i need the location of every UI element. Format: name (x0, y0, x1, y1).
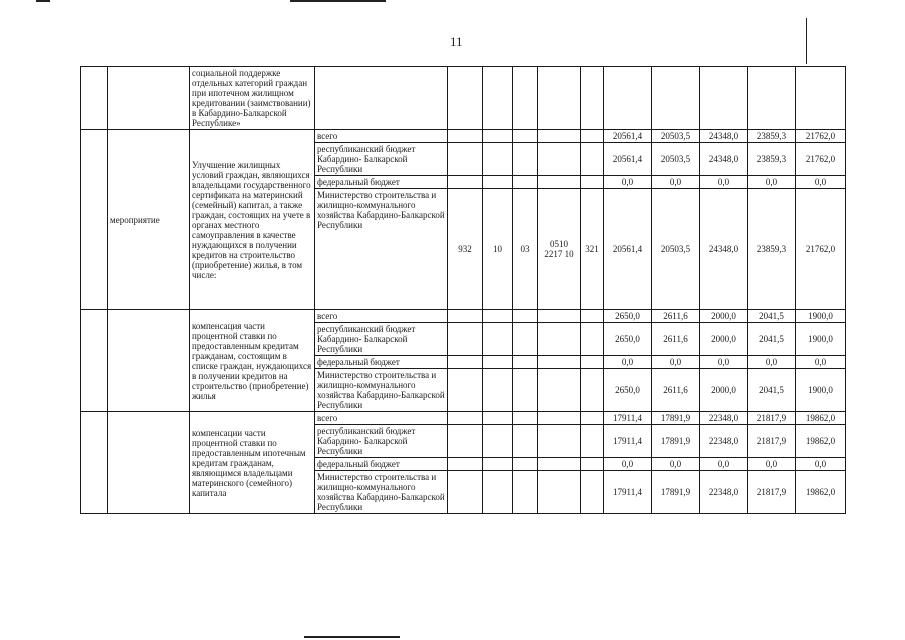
value-cell: 21817,9 (748, 425, 796, 458)
table-row (81, 412, 846, 425)
table-cell (448, 471, 483, 514)
table-cell (81, 67, 108, 130)
table-cell (448, 310, 483, 323)
page-number: 11 (450, 34, 463, 49)
value-cell: 0,0 (748, 458, 796, 471)
table-cell (81, 130, 108, 310)
value-cell: 2000,0 (700, 323, 748, 356)
value-cell: 19862,0 (796, 471, 846, 514)
description-cell: социальной поддержке отдельных категорий граждан при ипотечном жилищном кредитовании (заимствовании) в Кабардино-Балкарской Республике» (190, 67, 315, 130)
value-cell: 17891,9 (652, 471, 700, 514)
table-cell (538, 369, 581, 412)
table-cell (581, 323, 604, 356)
value-cell: 0,0 (796, 458, 846, 471)
value-cell: 22348,0 (700, 425, 748, 458)
value-cell: 20503,5 (652, 143, 700, 176)
table-cell (538, 471, 581, 514)
value-cell: 2611,6 (652, 369, 700, 412)
table-cell (513, 310, 538, 323)
value-cell: 2611,6 (652, 310, 700, 323)
value-cell: 0,0 (748, 356, 796, 369)
value-cell: 24348,0 (700, 189, 748, 310)
source-cell: республиканский бюджет Кабардино- Балкарской Республики (315, 143, 448, 176)
value-cell: 0,0 (652, 356, 700, 369)
value-cell: 21762,0 (796, 130, 846, 143)
table-cell (581, 425, 604, 458)
scan-artifact-right-margin (806, 18, 807, 64)
description-cell: компенсация части процентной ставки по предоставленным кредитам гражданам, состоящим в списке граждан, нуждающихся в получении кредитов на строительство (приобретение) жилья (190, 310, 315, 412)
table-cell (483, 458, 513, 471)
value-cell: 17911,4 (604, 412, 652, 425)
table-cell (483, 425, 513, 458)
description-cell: компенсации части процентной ставки по предоставленным ипотечным кредитам гражданам, являющимся владельцами материнского (семейного) капитала (190, 412, 315, 514)
value-cell: 0,0 (604, 458, 652, 471)
value-cell: 0,0 (700, 458, 748, 471)
table-cell (448, 130, 483, 143)
table-cell (581, 130, 604, 143)
value-cell: 2041,5 (748, 310, 796, 323)
value-cell: 2650,0 (604, 323, 652, 356)
table-cell (448, 412, 483, 425)
source-cell: Министерство строительства и жилищно-коммунального хозяйства Кабардино-Балкарской Республики (315, 369, 448, 412)
table-cell (513, 176, 538, 189)
table-cell (483, 412, 513, 425)
value-cell: 0,0 (700, 356, 748, 369)
value-cell: 24348,0 (700, 143, 748, 176)
source-cell: Министерство строительства и жилищно-коммунального хозяйства Кабардино-Балкарской Республики (315, 189, 448, 310)
table-cell (748, 67, 796, 130)
value-cell: 0,0 (748, 176, 796, 189)
table-cell (513, 369, 538, 412)
scan-artifact-top-left (36, 0, 50, 2)
table-cell (483, 356, 513, 369)
table-cell (315, 67, 448, 130)
table-cell (581, 471, 604, 514)
value-cell: 19862,0 (796, 412, 846, 425)
table-cell (604, 67, 652, 130)
table-cell (513, 323, 538, 356)
value-cell: 23859,3 (748, 130, 796, 143)
code-cell: 03 (513, 189, 538, 310)
value-cell: 0,0 (652, 458, 700, 471)
table-cell (538, 143, 581, 176)
table-cell (513, 67, 538, 130)
table-cell (538, 323, 581, 356)
source-cell: республиканский бюджет Кабардино- Балкарской Республики (315, 323, 448, 356)
table-cell (483, 176, 513, 189)
table-cell (581, 143, 604, 176)
table-cell (108, 67, 190, 130)
value-cell: 17891,9 (652, 412, 700, 425)
table-cell (483, 310, 513, 323)
table-cell (483, 143, 513, 176)
table-cell (448, 67, 483, 130)
description-cell: Улучшение жилищных условий граждан, являющихся владельцами государственного сертификата на материнский (семейный) капитал, а также граждан, состоящих на учете в органах местного самоуправления в качестве нуждающихся в получении кредитов на строительство (приобретение) жилья, в том числе: (190, 130, 315, 310)
value-cell: 22348,0 (700, 412, 748, 425)
table-cell (483, 130, 513, 143)
table-cell (448, 458, 483, 471)
table-cell (483, 67, 513, 130)
table-row (81, 310, 846, 323)
code-cell: 932 (448, 189, 483, 310)
table-cell (448, 356, 483, 369)
value-cell: 20561,4 (604, 143, 652, 176)
code-cell: 10 (483, 189, 513, 310)
table-cell (700, 67, 748, 130)
value-cell: 23859,3 (748, 143, 796, 176)
source-cell: Министерство строительства и жилищно-коммунального хозяйства Кабардино-Балкарской Республики (315, 471, 448, 514)
scan-artifact-top-center (290, 0, 386, 2)
table-cell (538, 67, 581, 130)
value-cell: 1900,0 (796, 323, 846, 356)
table-cell (448, 176, 483, 189)
value-cell: 1900,0 (796, 310, 846, 323)
table-cell (581, 67, 604, 130)
scan-artifact-bottom (304, 636, 400, 638)
source-cell: федеральный бюджет (315, 356, 448, 369)
value-cell: 17891,9 (652, 425, 700, 458)
table-cell (513, 356, 538, 369)
table-cell (513, 425, 538, 458)
value-cell: 20561,4 (604, 130, 652, 143)
table-cell (513, 143, 538, 176)
value-cell: 2000,0 (700, 310, 748, 323)
source-cell: федеральный бюджет (315, 458, 448, 471)
source-cell: всего (315, 130, 448, 143)
table-cell (81, 310, 108, 412)
table-cell (581, 412, 604, 425)
table-cell (538, 130, 581, 143)
value-cell: 0,0 (796, 176, 846, 189)
table-cell (513, 130, 538, 143)
table-cell (538, 412, 581, 425)
value-cell: 0,0 (700, 176, 748, 189)
type-cell: мероприятие (108, 130, 190, 310)
value-cell: 2041,5 (748, 323, 796, 356)
table-cell (581, 176, 604, 189)
value-cell: 20561,4 (604, 189, 652, 310)
table-cell (581, 310, 604, 323)
value-cell: 0,0 (604, 356, 652, 369)
table-cell (513, 458, 538, 471)
table-cell (513, 412, 538, 425)
value-cell: 21817,9 (748, 471, 796, 514)
source-cell: всего (315, 412, 448, 425)
table-cell (513, 471, 538, 514)
table-cell (483, 323, 513, 356)
table-cell (483, 471, 513, 514)
value-cell: 2650,0 (604, 369, 652, 412)
table-cell (538, 310, 581, 323)
value-cell: 17911,4 (604, 471, 652, 514)
table-cell (81, 412, 108, 514)
program-table (80, 66, 846, 514)
value-cell: 17911,4 (604, 425, 652, 458)
value-cell: 2041,5 (748, 369, 796, 412)
table-row (81, 130, 846, 143)
value-cell: 24348,0 (700, 130, 748, 143)
value-cell: 21817,9 (748, 412, 796, 425)
value-cell: 19862,0 (796, 425, 846, 458)
type-cell (108, 412, 190, 514)
value-cell: 0,0 (604, 176, 652, 189)
table-cell (538, 425, 581, 458)
code-cell: 0510 2217 10 (538, 189, 581, 310)
value-cell: 21762,0 (796, 143, 846, 176)
value-cell: 22348,0 (700, 471, 748, 514)
table-row (81, 67, 846, 130)
table-cell (581, 458, 604, 471)
table-cell (538, 356, 581, 369)
value-cell: 1900,0 (796, 369, 846, 412)
table-cell (538, 176, 581, 189)
source-cell: республиканский бюджет Кабардино- Балкарской Республики (315, 425, 448, 458)
value-cell: 2000,0 (700, 369, 748, 412)
code-cell: 321 (581, 189, 604, 310)
table-cell (448, 143, 483, 176)
value-cell: 2611,6 (652, 323, 700, 356)
value-cell: 20503,5 (652, 130, 700, 143)
table-cell (448, 323, 483, 356)
value-cell: 23859,3 (748, 189, 796, 310)
table-cell (796, 67, 846, 130)
table-cell (483, 369, 513, 412)
type-cell (108, 310, 190, 412)
value-cell: 20503,5 (652, 189, 700, 310)
table-cell (652, 67, 700, 130)
value-cell: 2650,0 (604, 310, 652, 323)
value-cell: 0,0 (796, 356, 846, 369)
table-cell (448, 369, 483, 412)
source-cell: всего (315, 310, 448, 323)
table-cell (581, 369, 604, 412)
value-cell: 0,0 (652, 176, 700, 189)
value-cell: 21762,0 (796, 189, 846, 310)
source-cell: федеральный бюджет (315, 176, 448, 189)
table-cell (538, 458, 581, 471)
table-cell (581, 356, 604, 369)
table-cell (448, 425, 483, 458)
